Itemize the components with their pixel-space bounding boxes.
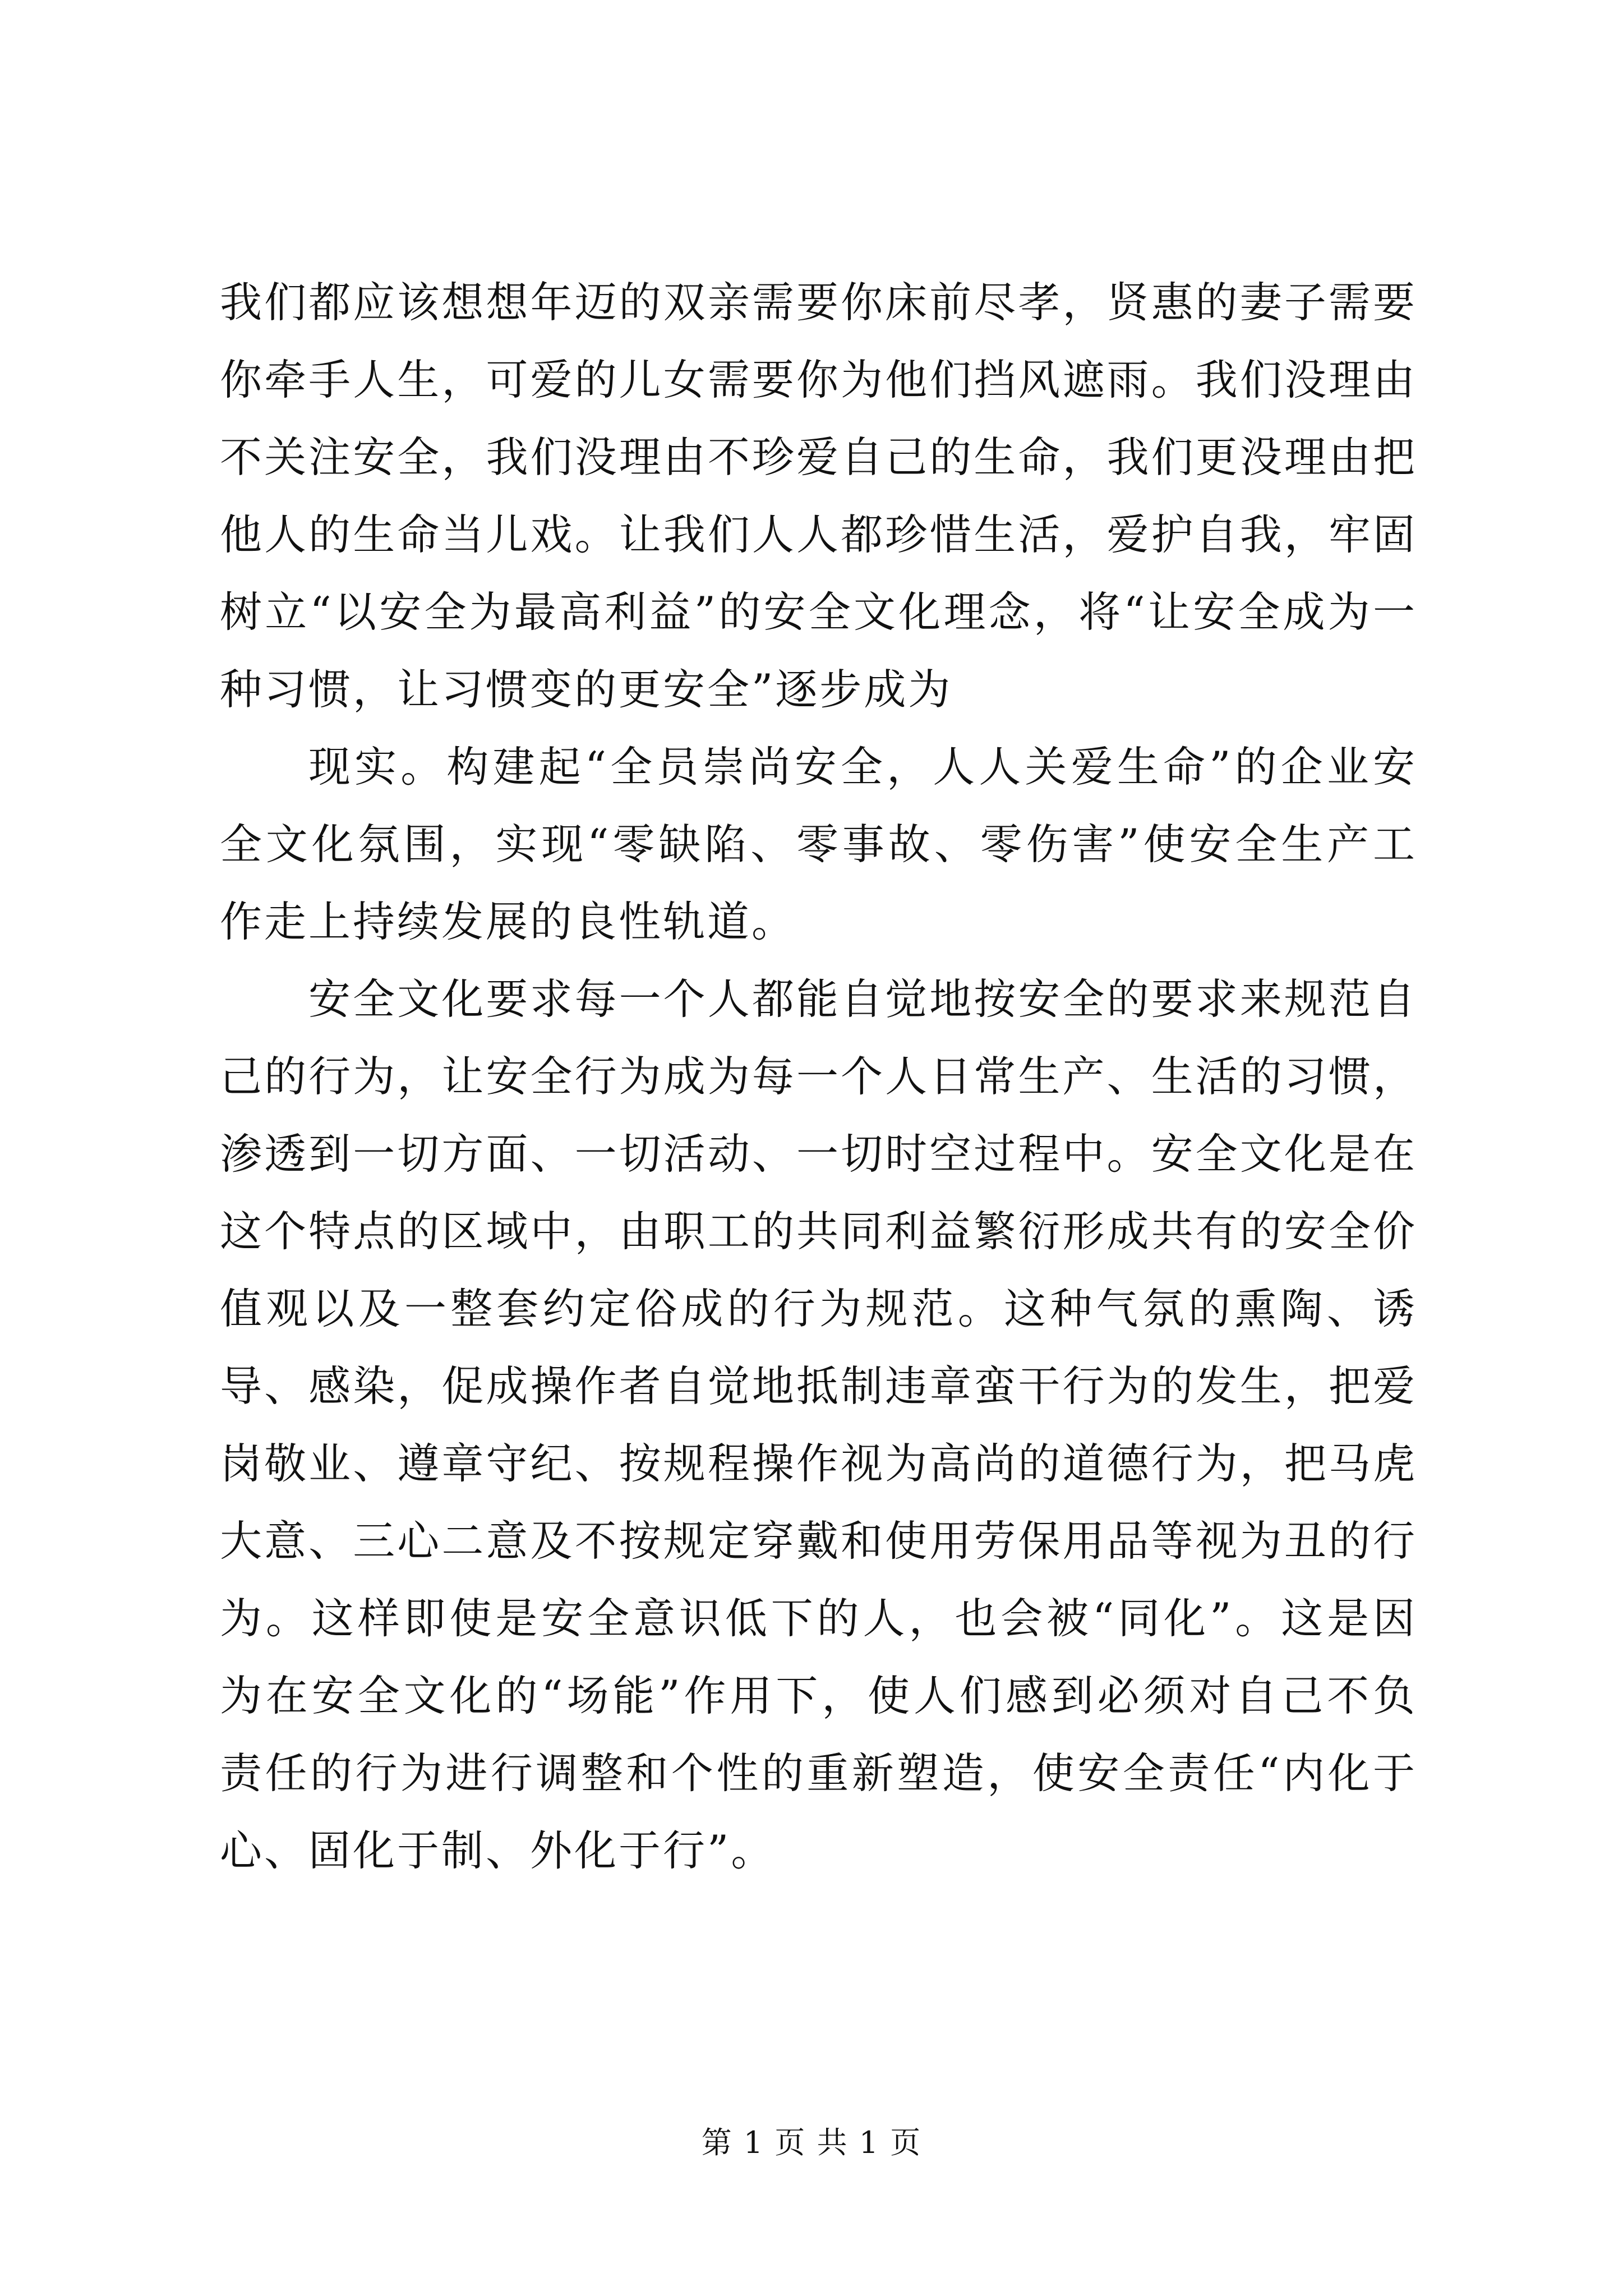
paragraph-1: 我们都应该想想年迈的双亲需要你床前尽孝，贤惠的妻子需要你牵手人生，可爱的儿女需要你为他们挡风遮雨。我们没理由不关注安全，我们没理由不珍爱自己的生命，我们更没理由把他人的生命当儿戏。让我们人人都珍惜生活，爱护自我，牢固树立“以安全为最高利益”的安全文化理念，将“让安全成为一种习惯，让习惯变的更安全”逐步成为: [220, 278, 1417, 714]
document-body: [220, 264, 1417, 1889]
paragraph-3: 安全文化要求每一个人都能自觉地按安全的要求来规范自己的行为，让安全行为成为每一个人日常生产、生活的习惯，渗透到一切方面、一切活动、一切时空过程中。安全文化是在这个特点的区域中，由职工的共同利益繁衍形成共有的安全价值观以及一整套约定俗成的行为规范。这种气氛的熏陶、诱导、感染，促成操作者自觉地抵制违章蛮干行为的发生，把爱岗敬业、遵章守纪、按规程操作视为高尚的道德行为，把马虎大意、三心二意及不按规定穿戴和使用劳保用品等视为丑的行为。这样即使是安全意识低下的人，也会被“同化”。这是因为在安全文化的“场能”作用下，使人们感到必须对自己不负责任的行为进行调整和个性的重新塑造，使安全责任“内化于心、固化于制、外化于行”。: [220, 974, 1417, 1875]
page-footer: 第 1 页 共 1 页: [701, 2125, 922, 2160]
paragraph-2: 现实。构建起“全员崇尚安全，人人关爱生命”的企业安全文化氛围，实现“零缺陷、零事故、零伤害”使安全生产工作走上持续发展的良性轨道。: [220, 742, 1417, 946]
